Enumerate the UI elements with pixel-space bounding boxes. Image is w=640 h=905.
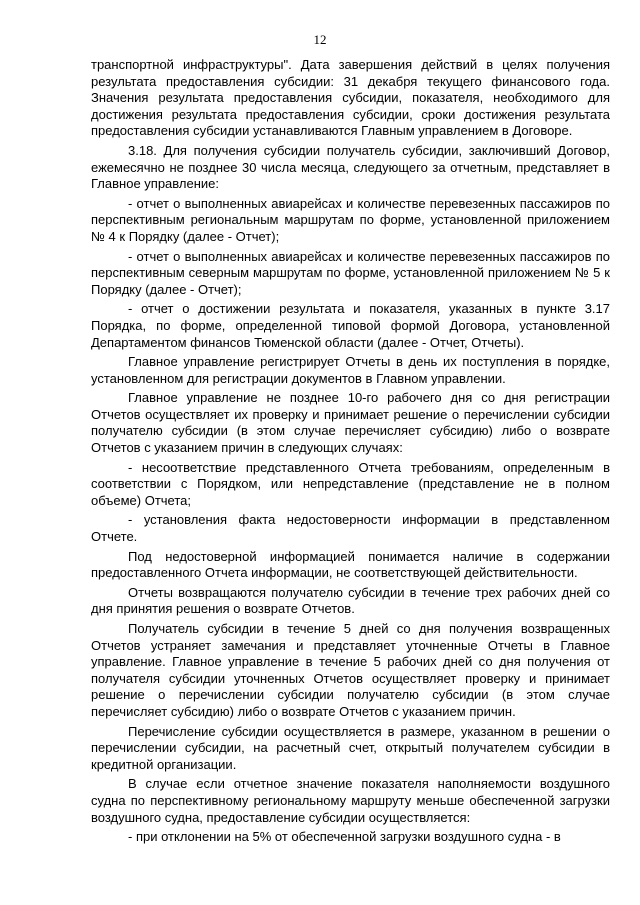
paragraph: транспортной инфраструктуры". Дата завершения действий в целях получения результата предоставления субсидии: 31 декабря текущего финансового года. Значения результата предоставления субсидии, показателя, необходимого для достижения результата предоставления субсидии, сроки достижения результата предоставления субсидии устанавливаются Главным управлением в Договоре. [91, 57, 610, 139]
paragraph: Получатель субсидии в течение 5 дней со дня получения возвращенных Отчетов устраняет замечания и представляет уточненные Отчеты в Главное управление. Главное управление в течение 5 рабочих дней со дня получения от получателя субсидии уточненных Отчетов осуществляет проверку и принимает решение о перечислении субсидии получателю субсидии (в этом случае перечисляет субсидию) либо о возврате Отчетов с указанием причин. [91, 621, 610, 719]
paragraph: Перечисление субсидии осуществляется в размере, указанном в решении о перечислении субсидии, на расчетный счет, открытый получателем субсидии в кредитной организации. [91, 723, 610, 772]
document-body [91, 57, 610, 849]
paragraph: Главное управление регистрирует Отчеты в день их поступления в порядке, установленном для регистрации документов в Главном управлении. [91, 354, 610, 386]
paragraph: Отчеты возвращаются получателю субсидии в течение трех рабочих дней со дня принятия решения о возврате Отчетов. [91, 584, 610, 617]
list-item: - отчет о выполненных авиарейсах и количестве перевезенных пассажиров по перспективным северным маршрутам по форме, установленной приложением № 5 к Порядку (далее - Отчет); [91, 248, 610, 297]
paragraph: 3.18. Для получения субсидии получатель субсидии, заключивший Договор, ежемесячно не позднее 30 числа месяца, следующего за отчетным, представляет в Главное управление: [91, 142, 610, 192]
page-number: 12 [313, 32, 327, 47]
list-item: - установления факта недостоверности информации в представленном Отчете. [91, 512, 610, 545]
list-item: - несоответствие представленного Отчета требованиям, определенным в соответствии с Порядком, или непредставление (представление не в полном объеме) Отчета; [91, 459, 610, 508]
paragraph: В случае если отчетное значение показателя наполняемости воздушного судна по перспективному региональному маршруту меньше обеспеченной загрузки воздушного судна, предоставление субсидии осуществляется: [91, 776, 610, 825]
list-item: - отчет о достижении результата и показателя, указанных в пункте 3.17 Порядка, по форме, определенной типовой формой Договора, установленной Департаментом финансов Тюменской области (далее - Отчет, Отчеты). [91, 301, 610, 350]
list-item: - отчет о выполненных авиарейсах и количестве перевезенных пассажиров по перспективным региональным маршрутам по форме, установленной приложением № 4 к Порядку (далее - Отчет); [91, 195, 610, 244]
list-item: - при отклонении на 5% от обеспеченной загрузки воздушного судна - в [128, 829, 561, 845]
paragraph: Под недостоверной информацией понимается наличие в содержании предоставленного Отчета информации, не соответствующей действительности. [91, 548, 610, 581]
paragraph: Главное управление не позднее 10-го рабочего дня со дня регистрации Отчетов осуществляет их проверку и принимает решение о перечислении субсидии получателю субсидии (в этом случае перечисляет субсидию) либо о возврате Отчетов с указанием причин в следующих случаях: [91, 390, 610, 456]
